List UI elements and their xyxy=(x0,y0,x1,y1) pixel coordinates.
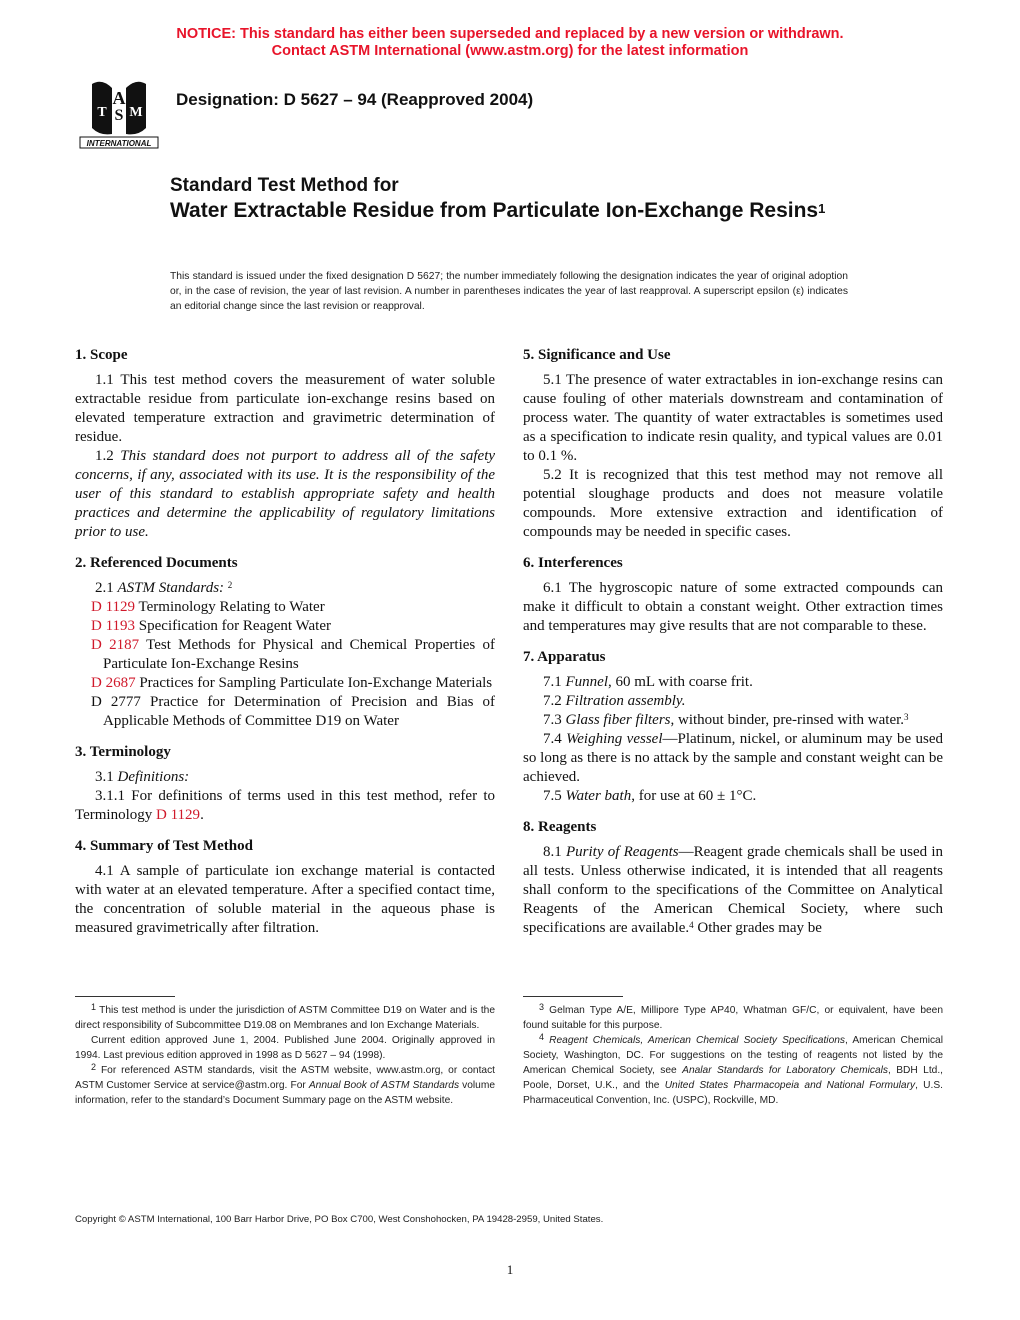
designation: Designation: D 5627 – 94 (Reapproved 2004) xyxy=(176,90,534,109)
interferences-heading: 6. Interferences xyxy=(523,555,623,571)
notice-line-1: NOTICE: This standard has either been superseded and replaced by a new version or withdrawn. xyxy=(176,26,844,42)
footnote-1b: Current edition approved June 1, 2004. Published June 2004. Originally approved in 1994. Last previous edition approved in 1998 as D 5627 – 94 (1998). xyxy=(75,1035,495,1061)
document-title xyxy=(170,174,870,223)
left-column xyxy=(75,346,495,950)
right-column xyxy=(523,346,943,950)
scope-heading: 1. Scope xyxy=(75,347,128,363)
reagents-p1: 8.1 Purity of Reagents—Reagent grade chemicals shall be used in all tests. Unless otherwise indicated, it is intended that all reagents shall conform to the specifications of the Committee on Analytical Reagents of the American Chemical Society, where such specifications are available.$^4$ Other grades may be xyxy=(523,844,943,936)
section-scope xyxy=(75,346,495,542)
refs-sub: 2.1 ASTM Standards: $^2$ xyxy=(95,580,233,596)
section-interferences xyxy=(523,554,943,636)
title-line-1: Standard Test Method for xyxy=(170,175,399,196)
refs-heading: 2. Referenced Documents xyxy=(75,555,238,571)
copyright: Copyright © ASTM International, 100 Barr Harbor Drive, PO Box C700, West Conshohocken, PA 19428-2959, United States. xyxy=(75,1214,604,1225)
ref-link-d1193[interactable]: D 1193 xyxy=(91,618,136,634)
svg-text:A: A xyxy=(112,88,126,108)
title-footnote-mark: 1 xyxy=(818,201,826,216)
significance-p1: 5.1 The presence of water extractables in ion-exchange resins can cause fouling of other materials downstream and contamination of process water. The quantity of water extractables is sometimes used as a specification to indicate resin quality, and typical values are 0.01 to 0.1 %. xyxy=(523,372,943,464)
section-reagents xyxy=(523,818,943,938)
ref-link-d2187[interactable]: D 2187 xyxy=(91,637,140,653)
significance-p2: 5.2 It is recognized that this test method may not remove all potential sloughage products and does not measure volatile compounds. More extensive extraction and identification of compounds may be needed in specific cases. xyxy=(523,467,943,540)
significance-heading: 5. Significance and Use xyxy=(523,347,671,363)
terminology-heading: 3. Terminology xyxy=(75,744,171,760)
ref-item: D 1193 Specification for Reagent Water xyxy=(91,618,331,634)
scope-p1: 1.1 This test method covers the measurement of water soluble extractable residue from particulate ion-exchange resins based on elevated temperature extraction and gravimetric determination of residue. xyxy=(75,372,495,445)
svg-text:S: S xyxy=(114,107,124,124)
svg-text:M: M xyxy=(129,105,143,120)
apparatus-item: 7.3 Glass fiber filters, without binder, pre-rinsed with water.$^3$ xyxy=(543,712,909,728)
section-summary xyxy=(75,837,495,938)
footnote-divider xyxy=(523,996,623,997)
apparatus-item: 7.5 Water bath, for use at 60 ± 1°C. xyxy=(543,788,757,804)
apparatus-item: 7.4 Weighing vessel—Platinum, nickel, or aluminum may be used so long as there is no attack by the sample and constant weight can be achieved. xyxy=(523,731,943,785)
section-terminology xyxy=(75,743,495,825)
footnote-4: $^4$ Reagent Chemicals, American Chemical Society Specifications, American Chemical Society, Washington, DC. For suggestions on the testing of reagents not listed by the American Chemical Society, see Analar Standards for Laboratory Chemicals, BDH Ltd., Poole, Dorset, U.K., and the United States Pharmacopeia and National Formulary, U.S. Pharmaceutical Convention, Inc. (USPC), Rockville, MD. xyxy=(523,1032,944,1106)
footnotes-left xyxy=(75,988,495,1108)
ref-item: D 1129 Terminology Relating to Water xyxy=(91,599,325,615)
scope-p2: 1.2 This standard does not purport to address all of the safety concerns, if any, associated with its use. It is the responsibility of the user of this standard to establish appropriate safety and health practices and determine the applicability of regulatory limitations prior to use. xyxy=(75,448,496,540)
ref-link-d1129[interactable]: D 1129 xyxy=(91,599,136,615)
apparatus-item: 7.1 Funnel, 60 mL with coarse frit. xyxy=(543,674,753,690)
footnote-1: $^1$ This test method is under the jurisdiction of ASTM Committee D19 on Water and is the direct responsibility of Subcommittee D19.08 on Membranes and Ion Exchange Materials. xyxy=(75,1002,495,1031)
footnote-2: $^2$ For referenced ASTM standards, visit the ASTM website, www.astm.org, or contact ASTM Customer Service at service@astm.org. For Annual Book of ASTM Standards volume information, refer to the standard’s Document Summary page on the ASTM website. xyxy=(75,1062,495,1106)
intro-paragraph: This standard is issued under the fixed designation D 5627; the number immediately following the designation indicates the year of original adoption or, in the case of revision, the year of last revision. A number in parentheses indicates the year of last reapproval. A superscript epsilon (ε) indicates an editorial change since the last revision or reapproval. xyxy=(170,271,848,312)
section-apparatus xyxy=(523,648,943,806)
apparatus-heading: 7. Apparatus xyxy=(523,649,606,665)
logo-caption: INTERNATIONAL xyxy=(86,139,152,148)
ref-link-d1129-terminology[interactable]: D 1129 xyxy=(156,807,201,823)
ref-link-d2687[interactable]: D 2687 xyxy=(91,675,136,691)
astm-logo xyxy=(78,76,160,152)
section-significance xyxy=(523,346,943,542)
withdrawal-notice xyxy=(0,26,1020,60)
summary-heading: 4. Summary of Test Method xyxy=(75,838,253,854)
ref-item: D 2687 Practices for Sampling Particulate Ion-Exchange Materials xyxy=(91,675,493,691)
terminology-p2: 3.1.1 For definitions of terms used in this test method, refer to Terminology D 1129. xyxy=(75,788,495,823)
ref-code-d2777: D 2777 xyxy=(91,694,141,710)
terminology-p1: 3.1 Definitions: xyxy=(95,769,190,785)
svg-text:T: T xyxy=(97,105,107,120)
reagents-heading: 8. Reagents xyxy=(523,819,597,835)
ref-item: D 2777 Practice for Determination of Precision and Bias of Applicable Methods of Committee D19 on Water xyxy=(91,694,496,729)
notice-line-2: Contact ASTM International (www.astm.org) for the latest information xyxy=(271,43,749,59)
page-number: 1 xyxy=(506,1262,514,1277)
footnotes-right xyxy=(523,988,943,1108)
title-line-2: Water Extractable Residue from Particulate Ion-Exchange Resins xyxy=(170,199,819,222)
apparatus-item: 7.2 Filtration assembly. xyxy=(543,693,686,709)
interferences-p1: 6.1 The hygroscopic nature of some extracted compounds can make it difficult to obtain a constant weight. Other extraction times and temperatures may give results that are not comparable to these. xyxy=(523,580,943,634)
ref-item: D 2187 Test Methods for Physical and Chemical Properties of Particulate Ion-Exchange Resins xyxy=(91,637,495,672)
summary-p1: 4.1 A sample of particulate ion exchange material is contacted with water at an elevated temperature. After a specified contact time, the concentration of soluble material in the aqueous phase is measured gravimetrically after filtration. xyxy=(75,863,495,936)
section-referenced-documents xyxy=(75,554,495,731)
footnote-divider xyxy=(75,996,175,997)
footnote-3: $^3$ Gelman Type A/E, Millipore Type AP40, Whatman GF/C, or equivalent, have been found suitable for this purpose. xyxy=(523,1002,943,1031)
